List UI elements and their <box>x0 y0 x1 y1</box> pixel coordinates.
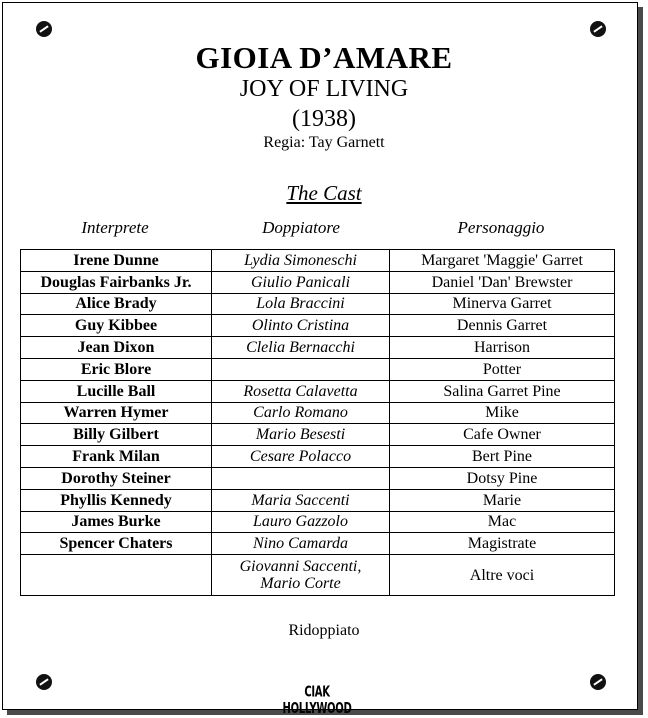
dubber-cell: Lauro Gazzolo <box>212 511 390 533</box>
actor-cell: Irene Dunne <box>21 250 212 272</box>
character-cell: Minerva Garret <box>390 293 615 315</box>
dubber-cell: Rosetta Calavetta <box>212 380 390 402</box>
dubber-cell: Olinto Cristina <box>212 315 390 337</box>
screw-icon <box>36 21 52 37</box>
table-row <box>21 511 615 533</box>
dubber-cell: Cesare Polacco <box>212 446 390 468</box>
table-row <box>21 250 615 272</box>
actor-cell <box>21 555 212 596</box>
actor-cell: James Burke <box>21 511 212 533</box>
dubber-cell: Giulio Panicali <box>212 271 390 293</box>
table-row <box>21 337 615 359</box>
table-row <box>21 271 615 293</box>
dubber-cell: Maria Saccenti <box>212 489 390 511</box>
dubber-cell: Lola Braccini <box>212 293 390 315</box>
character-cell: Harrison <box>390 337 615 359</box>
actor-cell: Billy Gilbert <box>21 424 212 446</box>
character-cell: Altre voci <box>390 555 615 596</box>
character-cell: Magistrate <box>390 533 615 555</box>
actor-cell: Lucille Ball <box>21 380 212 402</box>
dubber-cell: Clelia Bernacchi <box>212 337 390 359</box>
screw-icon <box>590 21 606 37</box>
footer-note: Ridoppiato <box>288 622 360 639</box>
dubber-cell <box>212 555 390 596</box>
actor-cell: Dorothy Steiner <box>21 467 212 489</box>
screw-icon <box>36 674 52 690</box>
character-cell: Daniel 'Dan' Brewster <box>390 271 615 293</box>
table-row <box>21 533 615 555</box>
dubber-cell: Mario Besesti <box>212 424 390 446</box>
character-cell: Marie <box>390 489 615 511</box>
film-title: GIOIA D’AMARE <box>195 40 453 75</box>
actor-cell: Spencer Chaters <box>21 533 212 555</box>
table-row <box>21 489 615 511</box>
character-cell: Dennis Garret <box>390 315 615 337</box>
screw-icon <box>590 674 606 690</box>
actor-cell: Warren Hymer <box>21 402 212 424</box>
table-row <box>21 467 615 489</box>
table-row <box>21 315 615 337</box>
table-row <box>21 555 615 596</box>
character-cell: Cafe Owner <box>390 424 615 446</box>
cast-heading: The Cast <box>286 181 362 205</box>
dubber-cell <box>212 467 390 489</box>
character-cell: Potter <box>390 358 615 380</box>
actor-cell: Alice Brady <box>21 293 212 315</box>
dubber-name-line: Giovanni Saccenti, <box>239 558 362 576</box>
dubber-cell: Nino Camarda <box>212 533 390 555</box>
column-header-dubber: Doppiatore <box>262 218 340 237</box>
actor-cell: Phyllis Kennedy <box>21 489 212 511</box>
column-header-actor: Interprete <box>81 218 149 237</box>
table-row <box>21 424 615 446</box>
actor-cell: Eric Blore <box>21 358 212 380</box>
table-row <box>21 380 615 402</box>
film-year: (1938) <box>292 106 356 132</box>
director-line: Regia: Tay Garnett <box>263 134 385 151</box>
actor-cell: Guy Kibbee <box>21 315 212 337</box>
actor-cell: Jean Dixon <box>21 337 212 359</box>
dubber-cell: Carlo Romano <box>212 402 390 424</box>
character-cell: Mike <box>390 402 615 424</box>
column-header-character: Personaggio <box>457 218 545 237</box>
dubber-cell: Lydia Simoneschi <box>212 250 390 272</box>
actor-cell: Frank Milan <box>21 446 212 468</box>
character-cell: Salina Garret Pine <box>390 380 615 402</box>
character-cell: Mac <box>390 511 615 533</box>
ciak-hollywood-logo: CIAK HOLLYWOOD <box>282 684 352 718</box>
cast-table <box>20 249 615 596</box>
character-cell: Dotsy Pine <box>390 467 615 489</box>
dubber-cell <box>212 358 390 380</box>
table-row <box>21 293 615 315</box>
character-cell: Margaret 'Maggie' Garret <box>390 250 615 272</box>
table-row <box>21 358 615 380</box>
actor-cell: Douglas Fairbanks Jr. <box>21 271 212 293</box>
character-cell: Bert Pine <box>390 446 615 468</box>
table-row <box>21 446 615 468</box>
table-row <box>21 402 615 424</box>
original-title: JOY OF LIVING <box>239 76 409 102</box>
dubber-name-line: Mario Corte <box>260 575 341 593</box>
